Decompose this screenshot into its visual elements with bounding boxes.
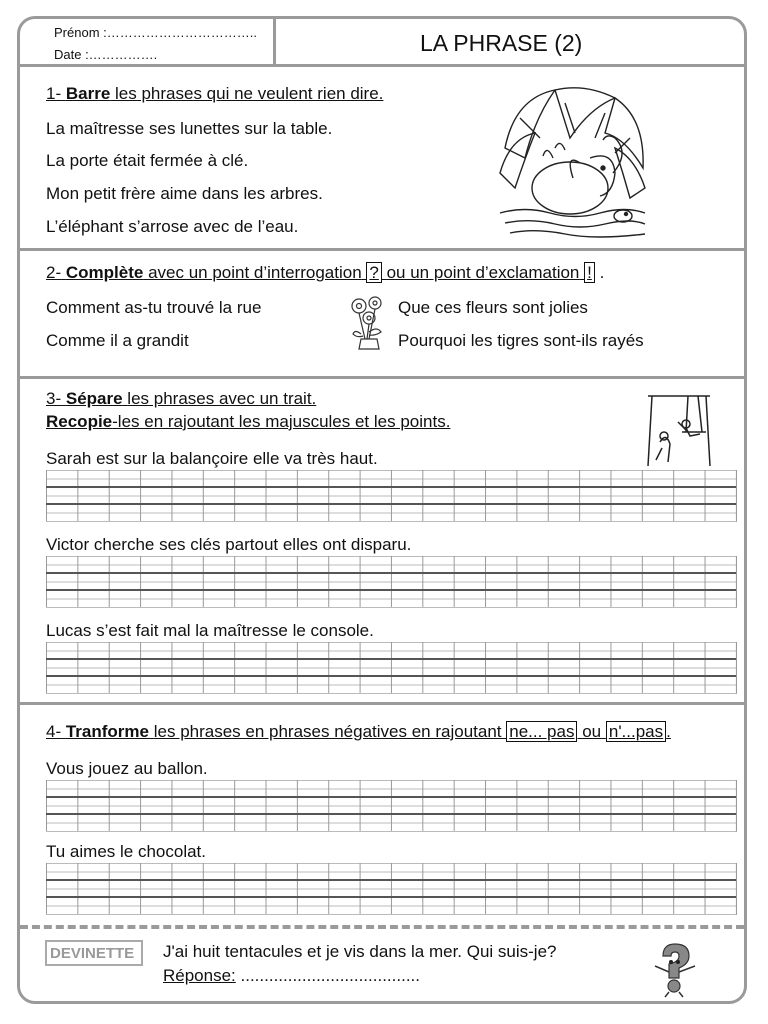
divider-3 <box>17 702 747 705</box>
ex3-sentence[interactable]: Victor cherche ses clés partout elles ont disparu. <box>46 535 412 554</box>
ex2-sentence[interactable]: Pourquoi les tigres sont-ils rayés <box>398 331 644 350</box>
question-mark-character-icon <box>647 940 701 998</box>
ex3-sentence[interactable]: Sarah est sur la balançoire elle va très haut. <box>46 449 378 468</box>
prenom-field[interactable]: Prénom :…………………………….. <box>54 25 257 40</box>
ex2-sentence[interactable]: Comme il a grandit <box>46 331 189 350</box>
ex1-sentence[interactable]: La porte était fermée à clé. <box>46 151 249 170</box>
ex3-instruction-1: 3- Sépare les phrases avec un trait. <box>46 389 317 408</box>
divider-2 <box>17 376 747 379</box>
dashed-divider <box>20 925 744 929</box>
ex3-sentence[interactable]: Lucas s’est fait mal la maîtresse le console. <box>46 621 374 640</box>
ex4-instruction: 4- Tranforme les phrases en phrases négatives en rajoutant ne... pas ou n'...pas . <box>46 722 671 741</box>
writing-lines[interactable] <box>46 556 737 608</box>
riddle-answer[interactable]: Réponse: ...................................... <box>163 966 420 985</box>
writing-lines[interactable] <box>46 642 737 694</box>
writing-lines[interactable] <box>46 470 737 522</box>
ex4-sentence[interactable]: Tu aimes le chocolat. <box>46 842 206 861</box>
swing-illustration <box>640 392 716 468</box>
page-title: LA PHRASE (2) <box>420 30 583 56</box>
date-field[interactable]: Date :……………. <box>54 47 158 62</box>
ex2-sentence[interactable]: Que ces fleurs sont jolies <box>398 298 588 317</box>
ex1-sentence[interactable]: Mon petit frère aime dans les arbres. <box>46 184 323 203</box>
ex2-sentence[interactable]: Comment as-tu trouvé la rue <box>46 298 262 317</box>
ex1-instruction: 1- Barre les phrases qui ne veulent rien dire. <box>46 84 384 103</box>
riddle-label: DEVINETTE <box>50 945 135 962</box>
divider-1 <box>17 248 747 251</box>
writing-lines[interactable] <box>46 863 737 915</box>
ex3-instruction-2: Recopie-les en rajoutant les majuscules et les points. <box>46 412 451 431</box>
ex2-instruction: 2- Complète avec un point d’interrogation ? ou un point d’exclamation ! . <box>46 263 605 282</box>
elephant-illustration <box>495 78 650 243</box>
ex1-sentence[interactable]: L’éléphant s’arrose avec de l’eau. <box>46 217 299 236</box>
ex1-sentence[interactable]: La maîtresse ses lunettes sur la table. <box>46 119 333 138</box>
flowers-icon <box>347 294 389 354</box>
riddle-question: J'ai huit tentacules et je vis dans la mer. Qui suis-je? <box>163 942 557 961</box>
writing-lines[interactable] <box>46 780 737 832</box>
header-divider <box>273 16 276 66</box>
ex4-sentence[interactable]: Vous jouez au ballon. <box>46 759 208 778</box>
